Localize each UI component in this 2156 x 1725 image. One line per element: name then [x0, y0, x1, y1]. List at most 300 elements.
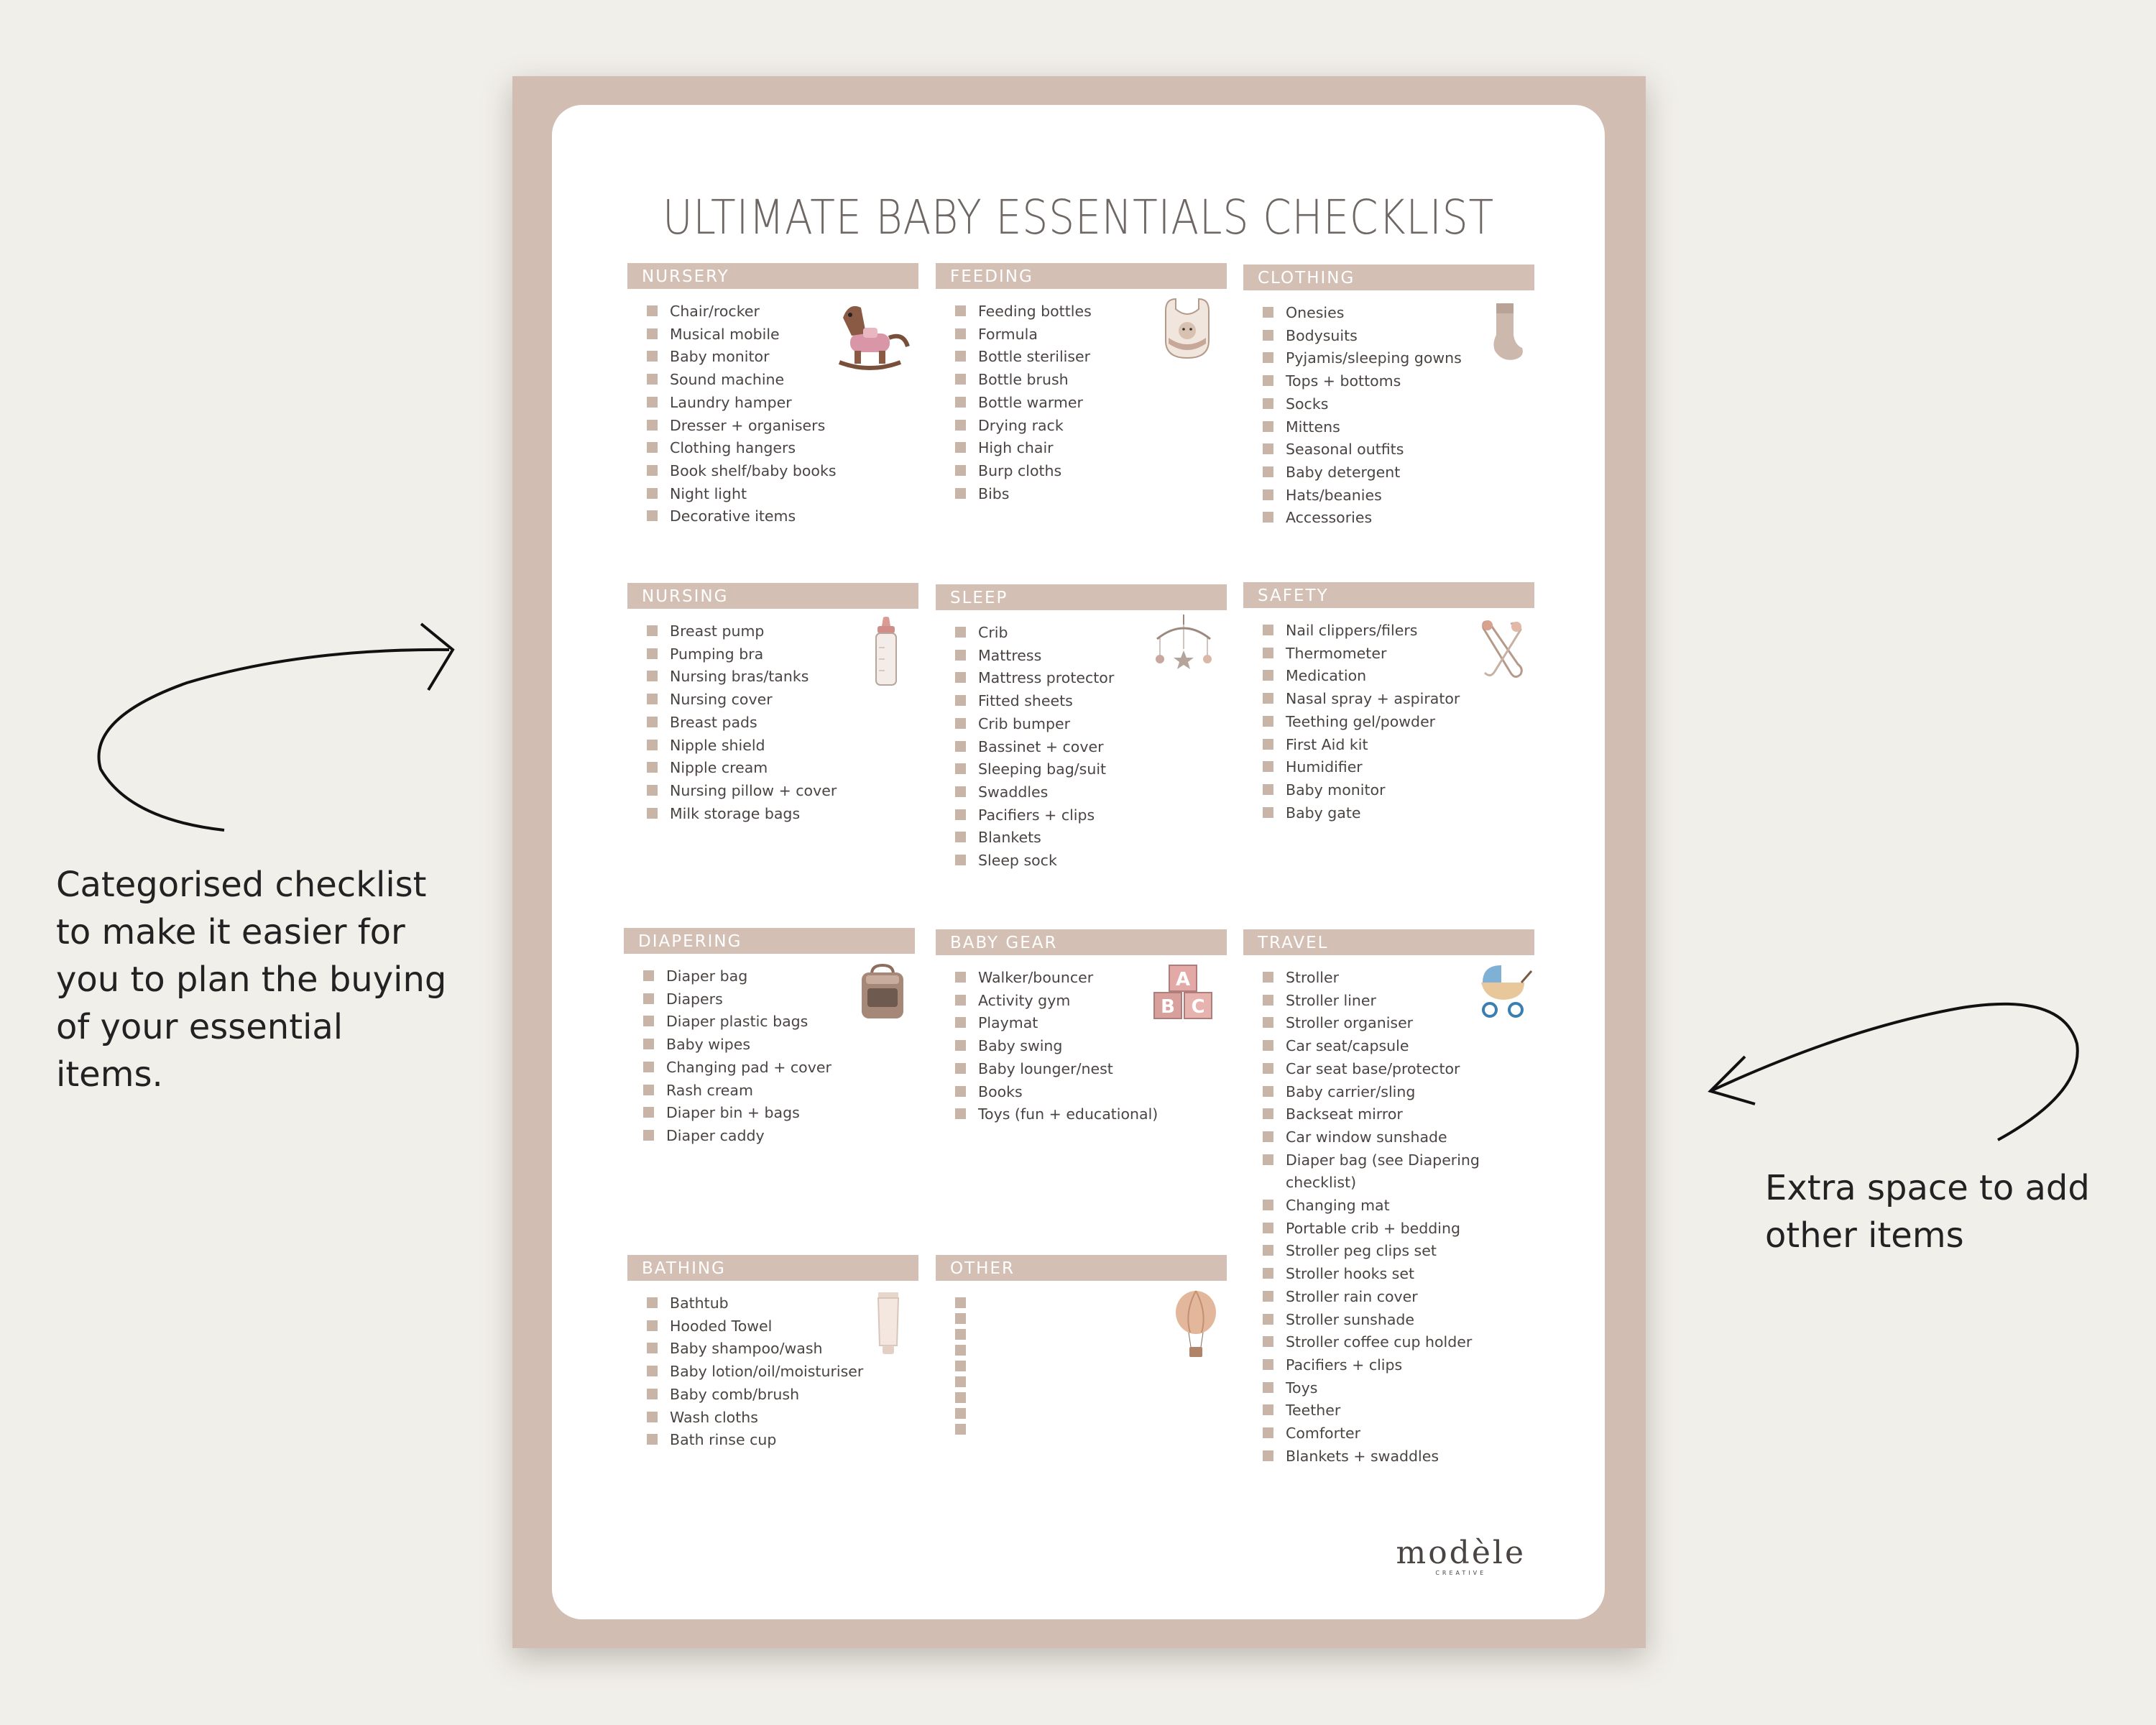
- section-feeding: [936, 263, 1227, 505]
- checklist-item-label: Diaper bag (see Diapering checklist): [1286, 1151, 1480, 1192]
- checklist-item-label: Stroller organiser: [1286, 1014, 1414, 1032]
- checklist-item-label: Sound machine: [670, 371, 785, 389]
- checklist-item-label: Mittens: [1286, 418, 1340, 436]
- checklist-item-label: Medication: [1286, 667, 1367, 685]
- abc-blocks-icon: [1151, 964, 1216, 1021]
- checkbox-icon[interactable]: [955, 1040, 966, 1051]
- checkbox-icon[interactable]: [1263, 375, 1273, 386]
- checklist-item[interactable]: [955, 392, 1227, 415]
- checklist-item[interactable]: [955, 1403, 1227, 1419]
- logo-tagline: CREATIVE: [1435, 1570, 1487, 1576]
- checklist-item-label: Diaper bin + bags: [666, 1104, 800, 1122]
- checklist-item-label: Playmat: [978, 1014, 1038, 1032]
- section-header: FEEDING: [936, 263, 1227, 289]
- checklist-item-label: Swaddles: [978, 783, 1049, 801]
- checkbox-icon[interactable]: [1263, 398, 1273, 409]
- checkbox-icon[interactable]: [643, 1062, 654, 1072]
- checklist-item-label: Teething gel/powder: [1286, 712, 1436, 730]
- checklist-item[interactable]: [647, 689, 918, 712]
- checkbox-icon[interactable]: [1263, 1017, 1273, 1028]
- checkbox-icon[interactable]: [955, 1329, 966, 1340]
- checklist-item-label: Nursing bras/tanks: [670, 668, 809, 686]
- modele-logo: [1396, 1535, 1526, 1576]
- checklist-item-label: Changing pad + cover: [666, 1058, 831, 1076]
- checklist-item[interactable]: [647, 1407, 918, 1430]
- checkbox-icon[interactable]: [955, 718, 966, 729]
- checkbox-icon[interactable]: [1263, 807, 1273, 818]
- checklist-item-label: Rash cream: [666, 1081, 753, 1099]
- checklist-item-label: Mattress: [978, 646, 1042, 664]
- checkbox-icon[interactable]: [955, 328, 966, 339]
- checklist-item-label: Accessories: [1286, 509, 1373, 527]
- checkbox-icon[interactable]: [643, 1130, 654, 1141]
- checkbox-icon[interactable]: [955, 442, 966, 453]
- checkbox-icon[interactable]: [955, 374, 966, 385]
- checklist-item[interactable]: [1263, 461, 1534, 484]
- section-header: BABY GEAR: [936, 929, 1227, 955]
- checklist-item[interactable]: [1263, 1331, 1534, 1354]
- section-header: BATHING: [627, 1255, 918, 1281]
- checkbox-icon[interactable]: [955, 397, 966, 408]
- checkbox-icon[interactable]: [1263, 1291, 1273, 1302]
- checklist-item[interactable]: [955, 1081, 1227, 1104]
- checklist-item[interactable]: [955, 781, 1227, 804]
- checklist-item[interactable]: [955, 1058, 1227, 1081]
- checkbox-icon[interactable]: [647, 510, 658, 521]
- checkbox-icon[interactable]: [955, 488, 966, 499]
- section-other: [936, 1255, 1227, 1435]
- checklist-item[interactable]: [647, 757, 918, 780]
- checklist-item-label: Stroller sunshade: [1286, 1310, 1415, 1328]
- checkbox-icon[interactable]: [1263, 995, 1273, 1006]
- checklist-item[interactable]: [955, 1035, 1227, 1058]
- checklist-item-label: Baby comb/brush: [670, 1385, 800, 1403]
- checkbox-icon[interactable]: [1263, 761, 1273, 772]
- checkbox-icon[interactable]: [955, 741, 966, 752]
- checklist-item[interactable]: [643, 1080, 915, 1103]
- checklist-item[interactable]: [1263, 1103, 1534, 1126]
- checklist-item-label: Clothing hangers: [670, 439, 796, 457]
- logo-wordmark: modèle: [1396, 1535, 1526, 1571]
- checklist-item-label: Diaper caddy: [666, 1126, 765, 1144]
- checkbox-icon[interactable]: [647, 717, 658, 727]
- checkbox-icon[interactable]: [647, 1366, 658, 1376]
- section-header: SLEEP: [936, 584, 1227, 610]
- checklist-item-label: Baby monitor: [670, 348, 770, 366]
- checklist-item-label: Decorative items: [670, 507, 796, 525]
- checkbox-icon[interactable]: [1263, 670, 1273, 681]
- checklist-item-label: Formula: [978, 325, 1038, 343]
- checklist-item[interactable]: [647, 505, 918, 528]
- checkbox-icon[interactable]: [1263, 1063, 1273, 1074]
- checklist-item[interactable]: [955, 690, 1227, 713]
- checklist-item-label: Bottle brush: [978, 371, 1069, 389]
- checklist-item[interactable]: [1263, 734, 1534, 757]
- checkbox-icon[interactable]: [1263, 489, 1273, 500]
- checkbox-icon[interactable]: [1263, 1223, 1273, 1233]
- checkbox-icon[interactable]: [955, 465, 966, 476]
- checkbox-icon[interactable]: [955, 650, 966, 661]
- checklist-item[interactable]: [1263, 1354, 1534, 1377]
- checklist-item-label: Baby swing: [978, 1037, 1063, 1055]
- checkbox-icon[interactable]: [1263, 648, 1273, 658]
- checklist-item[interactable]: [955, 1371, 1227, 1387]
- checkbox-icon[interactable]: [1263, 1404, 1273, 1415]
- section-header: NURSERY: [627, 263, 918, 289]
- checklist-item-label: Hats/beanies: [1286, 486, 1382, 504]
- checklist-item[interactable]: [955, 758, 1227, 781]
- checklist-item[interactable]: [955, 460, 1227, 483]
- checklist-item[interactable]: [955, 415, 1227, 438]
- checklist-item[interactable]: [643, 1057, 915, 1080]
- lotion-tube-icon: [875, 1291, 901, 1356]
- checklist-item-label: Breast pads: [670, 713, 757, 731]
- checklist-item[interactable]: [1263, 1263, 1534, 1286]
- sock-icon: [1486, 300, 1526, 362]
- checkbox-icon[interactable]: [955, 763, 966, 774]
- checkbox-icon[interactable]: [1263, 784, 1273, 795]
- checklist-item[interactable]: [647, 437, 918, 460]
- checklist-item[interactable]: [1263, 802, 1534, 825]
- checklist-item[interactable]: [1263, 1081, 1534, 1104]
- checklist-item-label: Chair/rocker: [670, 303, 760, 320]
- checklist-item[interactable]: [1263, 688, 1534, 711]
- checklist-item-label: Books: [978, 1082, 1023, 1100]
- checkbox-icon[interactable]: [1263, 512, 1273, 523]
- section-sleep: [936, 584, 1227, 873]
- checkbox-icon[interactable]: [647, 442, 658, 453]
- checkbox-icon[interactable]: [955, 695, 966, 706]
- checklist-item-label: Burp cloths: [978, 461, 1062, 479]
- checklist-item-label: Baby gate: [1286, 804, 1361, 822]
- checklist-item-label: Car window sunshade: [1286, 1128, 1447, 1146]
- checklist-item[interactable]: [1263, 484, 1534, 507]
- section-nursery: [627, 263, 918, 528]
- checklist-item-label: Socks: [1286, 395, 1329, 413]
- checkbox-icon[interactable]: [955, 1345, 966, 1356]
- checklist-item[interactable]: [955, 827, 1227, 850]
- section-header: DIAPERING: [624, 928, 915, 954]
- checklist-item[interactable]: [955, 369, 1227, 392]
- checklist-item-label: Stroller hooks set: [1286, 1265, 1414, 1283]
- checklist-item-label: Sleeping bag/suit: [978, 760, 1107, 778]
- checklist-item-label: Nasal spray + aspirator: [1286, 690, 1460, 708]
- checkbox-icon[interactable]: [1263, 1200, 1273, 1210]
- checklist-item-label: Baby shampoo/wash: [670, 1340, 823, 1358]
- checklist-item[interactable]: [1263, 1149, 1534, 1195]
- checklist-item-label: Drying rack: [978, 416, 1064, 434]
- checklist-item-label: Seasonal outfits: [1286, 441, 1404, 459]
- checklist-item[interactable]: [955, 1419, 1227, 1435]
- section-header: NURSING: [627, 583, 918, 609]
- checkbox-icon[interactable]: [647, 351, 658, 362]
- checklist-item-label: Blankets + swaddles: [1286, 1447, 1439, 1465]
- checkbox-icon[interactable]: [955, 832, 966, 842]
- checkbox-icon[interactable]: [955, 1392, 966, 1403]
- checklist-item[interactable]: [647, 392, 918, 415]
- checklist-item-label: Comforter: [1286, 1425, 1361, 1443]
- checkbox-icon[interactable]: [647, 1297, 658, 1308]
- checklist-item[interactable]: [955, 1103, 1227, 1126]
- checklist-item[interactable]: [647, 780, 918, 803]
- section-baby-gear: [936, 929, 1227, 1126]
- checkbox-icon[interactable]: [647, 740, 658, 750]
- checkbox-icon[interactable]: [955, 1361, 966, 1371]
- checkbox-icon[interactable]: [955, 1063, 966, 1074]
- checklist-item-label: Stroller rain cover: [1286, 1287, 1418, 1305]
- checkbox-icon[interactable]: [647, 762, 658, 773]
- checklist-item[interactable]: [647, 415, 918, 438]
- checklist-item[interactable]: [643, 1125, 915, 1148]
- checklist-item[interactable]: [955, 804, 1227, 827]
- checklist-item-label: Bassinet + cover: [978, 737, 1104, 755]
- checkbox-icon[interactable]: [647, 648, 658, 659]
- checklist-item-label: Crib bumper: [978, 714, 1070, 732]
- checklist-item[interactable]: [1263, 416, 1534, 439]
- checklist-item[interactable]: [647, 483, 918, 506]
- checkbox-icon[interactable]: [647, 694, 658, 704]
- checklist-item[interactable]: [955, 736, 1227, 759]
- checklist-item[interactable]: [955, 850, 1227, 873]
- checkbox-icon[interactable]: [643, 1085, 654, 1095]
- checkbox-icon[interactable]: [647, 1389, 658, 1399]
- svg-text:B: B: [1161, 996, 1175, 1018]
- left-callout-text: Categorised checklist to make it easier for you to plan the buying of your essential items.: [56, 865, 447, 1095]
- bib-icon: [1158, 296, 1216, 361]
- checkbox-icon[interactable]: [955, 420, 966, 431]
- checklist-item[interactable]: [647, 1429, 918, 1452]
- checklist-item[interactable]: [1263, 1240, 1534, 1263]
- checkbox-icon[interactable]: [1263, 1131, 1273, 1142]
- checkbox-icon[interactable]: [643, 1107, 654, 1118]
- checkbox-icon[interactable]: [955, 1017, 966, 1028]
- checklist-item[interactable]: [643, 1034, 915, 1057]
- checkbox-icon[interactable]: [647, 671, 658, 681]
- checklist-item-label: Stroller coffee cup holder: [1286, 1333, 1473, 1351]
- checkbox-icon[interactable]: [1263, 1359, 1273, 1370]
- checkbox-icon[interactable]: [955, 1424, 966, 1435]
- checkbox-icon[interactable]: [647, 1412, 658, 1422]
- checkbox-icon[interactable]: [643, 1016, 654, 1026]
- diaper-bag-icon: [857, 964, 908, 1021]
- checklist-item[interactable]: [955, 437, 1227, 460]
- checkbox-icon[interactable]: [647, 785, 658, 796]
- checkbox-icon[interactable]: [955, 1086, 966, 1097]
- checkbox-icon[interactable]: [1263, 1086, 1273, 1097]
- checklist-item[interactable]: [1263, 1309, 1534, 1332]
- checkbox-icon[interactable]: [955, 786, 966, 797]
- checklist-item-label: Bibs: [978, 484, 1010, 502]
- checklist-item-label: Wash cloths: [670, 1408, 758, 1426]
- svg-text:C: C: [1191, 996, 1205, 1018]
- checklist-item[interactable]: [1263, 1399, 1534, 1422]
- checklist-item-label: Bath rinse cup: [670, 1431, 777, 1449]
- checklist-item[interactable]: [955, 713, 1227, 736]
- checklist-item-label: Baby lounger/nest: [978, 1059, 1113, 1077]
- checklist-item[interactable]: [647, 460, 918, 483]
- page-title: ULTIMATE BABY ESSENTIALS CHECKLIST: [662, 190, 1495, 245]
- checklist-item-label: Musical mobile: [670, 325, 780, 343]
- checkbox-icon[interactable]: [643, 993, 654, 1004]
- checkbox-icon[interactable]: [955, 855, 966, 865]
- checkbox-icon[interactable]: [1263, 421, 1273, 432]
- checklist-item-label: Nail clippers/filers: [1286, 622, 1418, 639]
- checklist-item-label: Dresser + organisers: [670, 416, 826, 434]
- safety-pin-icon: [1479, 617, 1529, 681]
- checklist-item[interactable]: [643, 1102, 915, 1125]
- checkbox-icon[interactable]: [647, 328, 658, 339]
- checklist-item-label: Diaper plastic bags: [666, 1013, 808, 1031]
- checkbox-icon[interactable]: [1263, 972, 1273, 983]
- checkbox-icon[interactable]: [1263, 1450, 1273, 1461]
- checklist-item-label: Baby wipes: [666, 1036, 751, 1054]
- checkbox-icon[interactable]: [1263, 330, 1273, 341]
- checkbox-icon[interactable]: [1263, 352, 1273, 363]
- checklist-item[interactable]: [647, 712, 918, 735]
- checklist-item[interactable]: [1263, 438, 1534, 461]
- checklist-item-label: Bottle warmer: [978, 393, 1083, 411]
- checklist-item[interactable]: [1263, 1422, 1534, 1445]
- checklist-item-label: Pacifiers + clips: [978, 806, 1095, 824]
- checklist-item-label: Walker/bouncer: [978, 969, 1094, 986]
- checklist-item[interactable]: [647, 1384, 918, 1407]
- checklist-item-label: Toys: [1286, 1379, 1318, 1397]
- checkbox-icon[interactable]: [1263, 1382, 1273, 1393]
- checkbox-icon[interactable]: [1263, 716, 1273, 727]
- checklist-item[interactable]: [647, 1361, 918, 1384]
- rocking-horse-icon: [829, 296, 911, 372]
- checklist-item-label: Teether: [1286, 1402, 1341, 1420]
- checklist-item[interactable]: [1263, 507, 1534, 530]
- checkbox-icon[interactable]: [647, 397, 658, 408]
- checklist-item-label: Sleep sock: [978, 852, 1057, 870]
- checkbox-icon[interactable]: [1263, 693, 1273, 704]
- checklist-item[interactable]: [1263, 1218, 1534, 1241]
- checkbox-icon[interactable]: [955, 1376, 966, 1387]
- checkbox-icon[interactable]: [643, 970, 654, 981]
- section-safety: [1243, 582, 1534, 824]
- checkbox-icon[interactable]: [647, 1434, 658, 1445]
- checklist-item-label: Stroller liner: [1286, 991, 1376, 1009]
- checklist-item[interactable]: [1263, 1126, 1534, 1149]
- hot-air-balloon-icon: [1173, 1289, 1219, 1361]
- checkbox-icon[interactable]: [955, 809, 966, 820]
- checkbox-icon[interactable]: [647, 808, 658, 819]
- checkbox-icon[interactable]: [1263, 466, 1273, 477]
- checklist-item[interactable]: [1263, 1445, 1534, 1468]
- checklist-item-label: Crib: [978, 624, 1008, 641]
- checkbox-icon[interactable]: [955, 305, 966, 316]
- checklist-item-label: Onesies: [1286, 304, 1345, 321]
- checkbox-icon[interactable]: [955, 1297, 966, 1308]
- checkbox-icon[interactable]: [647, 625, 658, 636]
- checklist-item-label: Stroller peg clips set: [1286, 1242, 1437, 1260]
- checklist-item[interactable]: [1263, 370, 1534, 393]
- checklist-item[interactable]: [1263, 711, 1534, 734]
- checklist-item[interactable]: [1263, 1195, 1534, 1218]
- checkbox-icon[interactable]: [1263, 1427, 1273, 1438]
- baby-bottle-icon: [872, 616, 900, 688]
- checkbox-icon[interactable]: [955, 972, 966, 983]
- stroller-icon: [1477, 961, 1534, 1018]
- checklist-item-label: First Aid kit: [1286, 735, 1368, 753]
- checklist-item-label: Bodysuits: [1286, 326, 1358, 344]
- checklist-item[interactable]: [647, 803, 918, 826]
- checkbox-icon[interactable]: [647, 1320, 658, 1331]
- checklist-item[interactable]: [1263, 1035, 1534, 1058]
- checklist-item-label: Fitted sheets: [978, 692, 1073, 710]
- checklist-item-label: Baby lotion/oil/moisturiser: [670, 1363, 864, 1381]
- checkbox-icon[interactable]: [955, 627, 966, 638]
- checklist-item[interactable]: [1263, 756, 1534, 779]
- checkbox-icon[interactable]: [647, 1343, 658, 1353]
- checklist-item[interactable]: [647, 735, 918, 758]
- checkbox-icon[interactable]: [1263, 307, 1273, 318]
- checklist-poster: [512, 76, 1646, 1648]
- checklist-item-label: Backseat mirror: [1286, 1105, 1403, 1123]
- checkbox-icon[interactable]: [955, 995, 966, 1006]
- checkbox-icon[interactable]: [1263, 1268, 1273, 1279]
- checklist-item[interactable]: [1263, 1058, 1534, 1081]
- checkbox-icon[interactable]: [955, 1313, 966, 1324]
- checklist-item-label: Diapers: [666, 990, 723, 1008]
- checkbox-icon[interactable]: [1263, 1336, 1273, 1347]
- checklist-item[interactable]: [1263, 393, 1534, 416]
- checkbox-icon[interactable]: [1263, 1108, 1273, 1119]
- svg-text:A: A: [1175, 969, 1191, 990]
- checkbox-icon[interactable]: [643, 1039, 654, 1049]
- checkbox-icon[interactable]: [1263, 1040, 1273, 1051]
- checklist-item[interactable]: [955, 483, 1227, 506]
- checkbox-icon[interactable]: [647, 465, 658, 476]
- checklist-item-label: Car seat/capsule: [1286, 1037, 1409, 1055]
- checklist-item-label: High chair: [978, 439, 1054, 457]
- checklist-item-label: Baby carrier/sling: [1286, 1082, 1416, 1100]
- checklist-item-label: Nursing cover: [670, 691, 773, 709]
- checklist-item-label: Changing mat: [1286, 1197, 1390, 1215]
- checkbox-icon[interactable]: [647, 488, 658, 499]
- checkbox-icon[interactable]: [1263, 625, 1273, 635]
- checklist-item-label: Baby detergent: [1286, 463, 1401, 481]
- checklist-item-label: Pyjamis/sleeping gowns: [1286, 349, 1462, 367]
- checklist-item-label: Portable crib + bedding: [1286, 1219, 1461, 1237]
- checkbox-icon[interactable]: [647, 305, 658, 316]
- checkbox-icon[interactable]: [1263, 1245, 1273, 1256]
- checkbox-icon[interactable]: [1263, 443, 1273, 454]
- checklist-item-label: Book shelf/baby books: [670, 461, 837, 479]
- section-travel: [1243, 929, 1534, 1468]
- curved-arrow-right-icon: [86, 611, 467, 841]
- checklist-item[interactable]: [955, 1387, 1227, 1403]
- checklist-item[interactable]: [1263, 1377, 1534, 1400]
- checklist-item[interactable]: [1263, 779, 1534, 802]
- checkbox-icon[interactable]: [647, 420, 658, 431]
- checkbox-icon[interactable]: [1263, 1154, 1273, 1165]
- checklist-item-label: Pumping bra: [670, 645, 764, 663]
- checkbox-icon[interactable]: [955, 1408, 966, 1419]
- checkbox-icon[interactable]: [955, 1108, 966, 1119]
- checkbox-icon[interactable]: [955, 351, 966, 362]
- section-bathing: [627, 1255, 918, 1452]
- checkbox-icon[interactable]: [1263, 1314, 1273, 1325]
- checklist-items: [1243, 967, 1534, 1468]
- checkbox-icon[interactable]: [1263, 739, 1273, 750]
- checklist-item[interactable]: [647, 369, 918, 392]
- checkbox-icon[interactable]: [955, 672, 966, 683]
- checkbox-icon[interactable]: [647, 374, 658, 385]
- checklist-item-label: Humidifier: [1286, 758, 1363, 776]
- checklist-item[interactable]: [1263, 1286, 1534, 1309]
